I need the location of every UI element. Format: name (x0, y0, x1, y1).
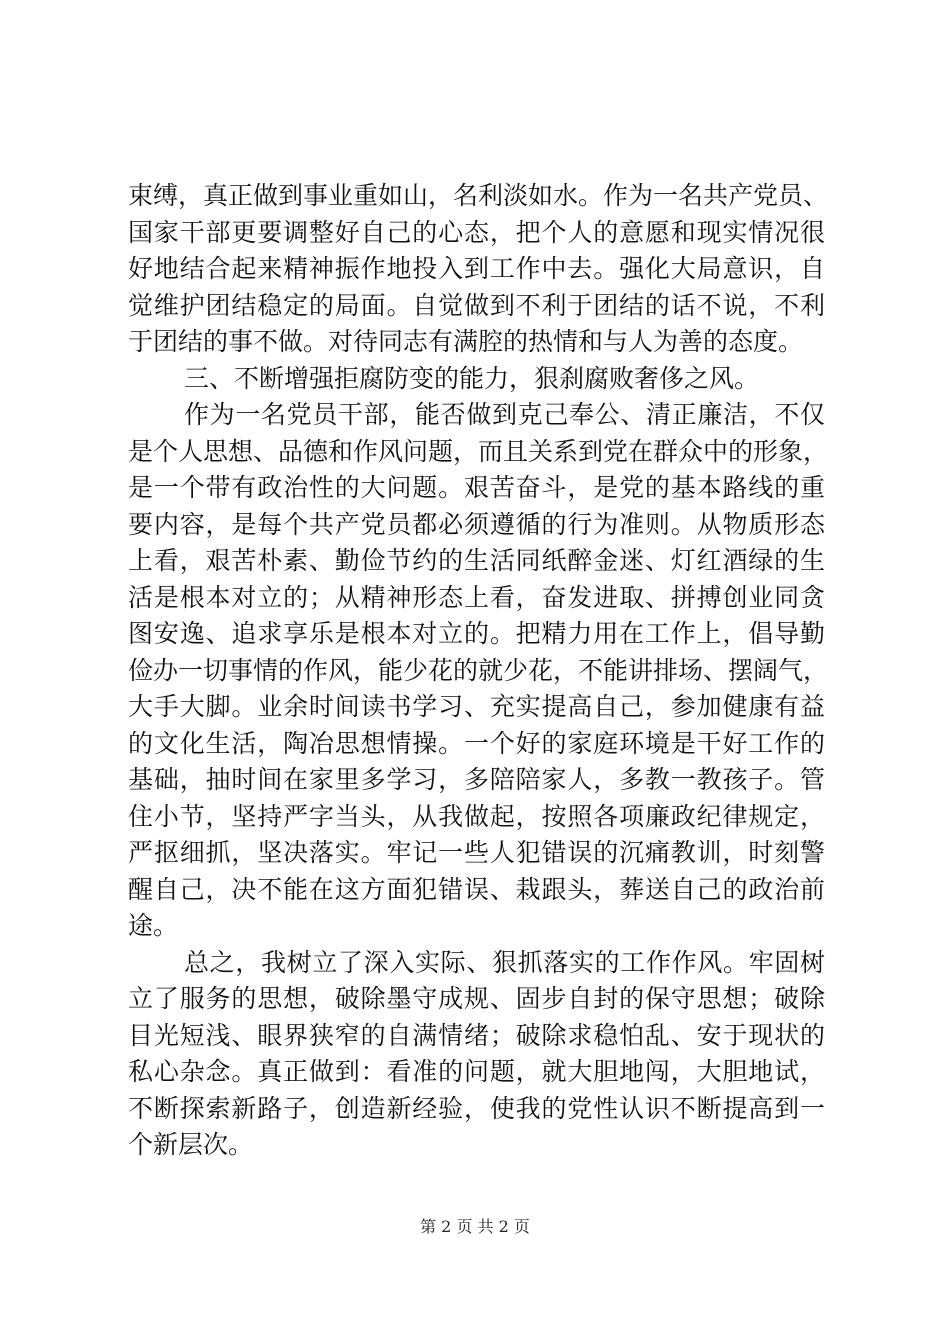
text-line: 基础，抽时间在家里多学习，多陪陪家人，多教一教孩子。管 (128, 765, 825, 794)
text-line: 活是根本对立的；从精神形态上看，奋发进取、拼搏创业同贪 (128, 582, 825, 612)
text-line: 觉维护团结稳定的局面。自觉做到不利于团结的话不说，不利 (128, 290, 825, 320)
text-line: 途。 (128, 911, 179, 940)
text-line: 是个人思想、品德和作风问题，而且关系到党在群众中的形象， (128, 436, 829, 466)
text-line: 作为一名党员干部，能否做到克己奉公、清正廉洁，不仅 (184, 400, 825, 429)
section-heading: 三、不断增强拒腐防变的能力，狠刹腐败奢侈之风。 (184, 363, 760, 393)
text-line: 图安逸、追求享乐是根本对立的。把精力用在工作上，倡导勤 (128, 619, 825, 648)
text-line: 国家干部更要调整好自己的心态，把个人的意愿和现实情况很 (128, 217, 825, 247)
document-body (128, 178, 829, 1164)
text-line: 立了服务的思想，破除墨守成规、固步自封的保守思想；破除 (128, 984, 825, 1013)
text-line: 住小节，坚持严字当头，从我做起，按照各项廉政纪律规定， (128, 801, 825, 831)
text-line: 束缚，真正做到事业重如山，名利淡如水。作为一名共产党员、 (128, 181, 829, 210)
text-line: 要内容，是每个共产党员都必须遵循的行为准则。从物质形态 (128, 509, 825, 539)
text-line: 总之，我树立了深入实际、狠抓落实的工作作风。牢固树 (184, 947, 825, 977)
text-line: 的文化生活，陶冶思想情操。一个好的家庭环境是干好工作的 (128, 728, 825, 758)
page-number-footer: 第 2 页 共 2 页 (420, 1217, 530, 1236)
text-line: 大手大脚。业余时间读书学习、充实提高自己，参加健康有益 (128, 692, 825, 721)
text-line: 不断探索新路子，创造新经验，使我的党性认识不断提高到一 (128, 1093, 825, 1123)
text-line: 目光短浅、眼界狭窄的自满情绪；破除求稳怕乱、安于现状的 (128, 1020, 825, 1050)
text-line: 私心杂念。真正做到：看准的问题，就大胆地闯，大胆地试， (128, 1057, 825, 1086)
text-line: 于团结的事不做。对待同志有满腔的热情和与人为善的态度。 (128, 327, 804, 356)
text-line: 上看，艰苦朴素、勤俭节约的生活同纸醉金迷、灯红酒绿的生 (128, 546, 825, 575)
text-line: 俭办一切事情的作风，能少花的就少花，不能讲排场、摆阔气， (128, 655, 829, 685)
text-line: 严抠细抓，坚决落实。牢记一些人犯错误的沉痛教训，时刻警 (128, 838, 825, 867)
text-line: 是一个带有政治性的大问题。艰苦奋斗，是党的基本路线的重 (128, 473, 825, 502)
text-line: 个新层次。 (128, 1130, 254, 1159)
text-line: 好地结合起来精神振作地投入到工作中去。强化大局意识，自 (128, 254, 825, 283)
text-line: 醒自己，决不能在这方面犯错误、栽跟头，葬送自己的政治前 (128, 874, 825, 904)
